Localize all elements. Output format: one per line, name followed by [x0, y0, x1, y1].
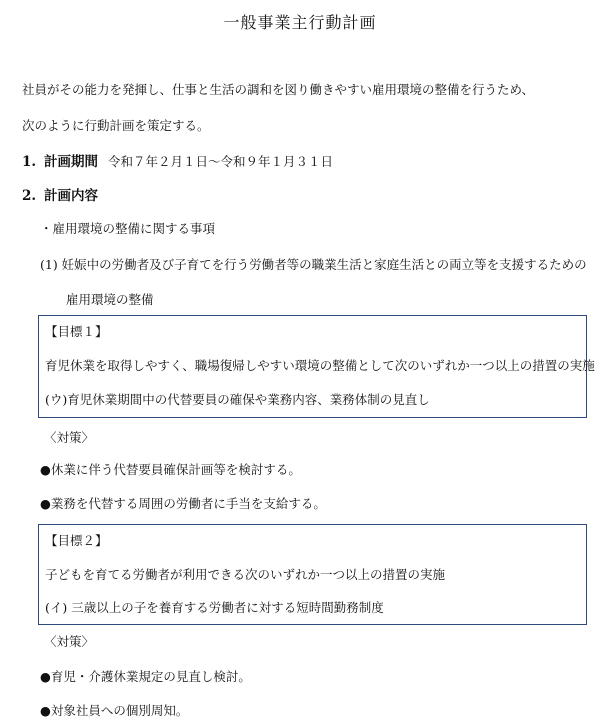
measure-1-item: ●業務を代替する周囲の労働者に手当を支給する。: [40, 496, 326, 511]
goal-2-text: 子どもを育てる労働者が利用できる次のいずれか一つ以上の措置の実施: [45, 567, 446, 582]
item-1-line-1: (1) 妊娠中の労働者及び子育てを行う労働者等の職業生活と家庭生活との両立等を支援するための: [40, 257, 587, 272]
item-1-line-2: 雇用環境の整備: [66, 292, 154, 307]
goal-1-box: [38, 315, 595, 418]
goal-2-label: 【目標２】: [45, 533, 108, 548]
measures-1-label: 〈対策〉: [44, 430, 95, 445]
goal-1-measure: (ウ)育児休業期間中の代替要員の確保や業務内容、業務体制の見直し: [45, 392, 430, 407]
goal-2-measure: (イ) 三歳以上の子を養育する労働者に対する短時間勤務制度: [45, 600, 384, 615]
section-label: 計画期間: [44, 154, 98, 170]
goal-1-label: 【目標１】: [45, 324, 108, 339]
section-label: 計画内容: [44, 188, 98, 204]
goal-2-box: [38, 524, 587, 625]
page-title: 一般事業主行動計画: [223, 13, 377, 32]
measure-2-item: ●対象社員への個別周知。: [40, 703, 189, 718]
measure-2-item: ●育児・介護休業規定の見直し検討。: [40, 669, 251, 684]
intro-line-2: 次のように行動計画を策定する。: [22, 118, 210, 133]
measure-1-item: ●休業に伴う代替要員確保計画等を検討する。: [40, 462, 301, 477]
intro-line-1: 社員がその能力を発揮し、仕事と生活の調和を図り働きやすい雇用環境の整備を行うため、: [22, 82, 535, 97]
measures-2-label: 〈対策〉: [44, 634, 95, 649]
section-number: 1.: [22, 154, 37, 170]
section-plan-period: [22, 150, 333, 170]
goal-1-text: 育児休業を取得しやすく、職場復帰しやすい環境の整備として次のいずれか一つ以上の措置の実施: [45, 358, 595, 373]
section-plan-content: [22, 184, 98, 204]
employment-environment-item: ・雇用環境の整備に関する事項: [40, 221, 216, 236]
plan-period-value: 令和７年２月１日～令和９年１月３１日: [108, 154, 334, 169]
section-number: 2.: [22, 188, 37, 204]
